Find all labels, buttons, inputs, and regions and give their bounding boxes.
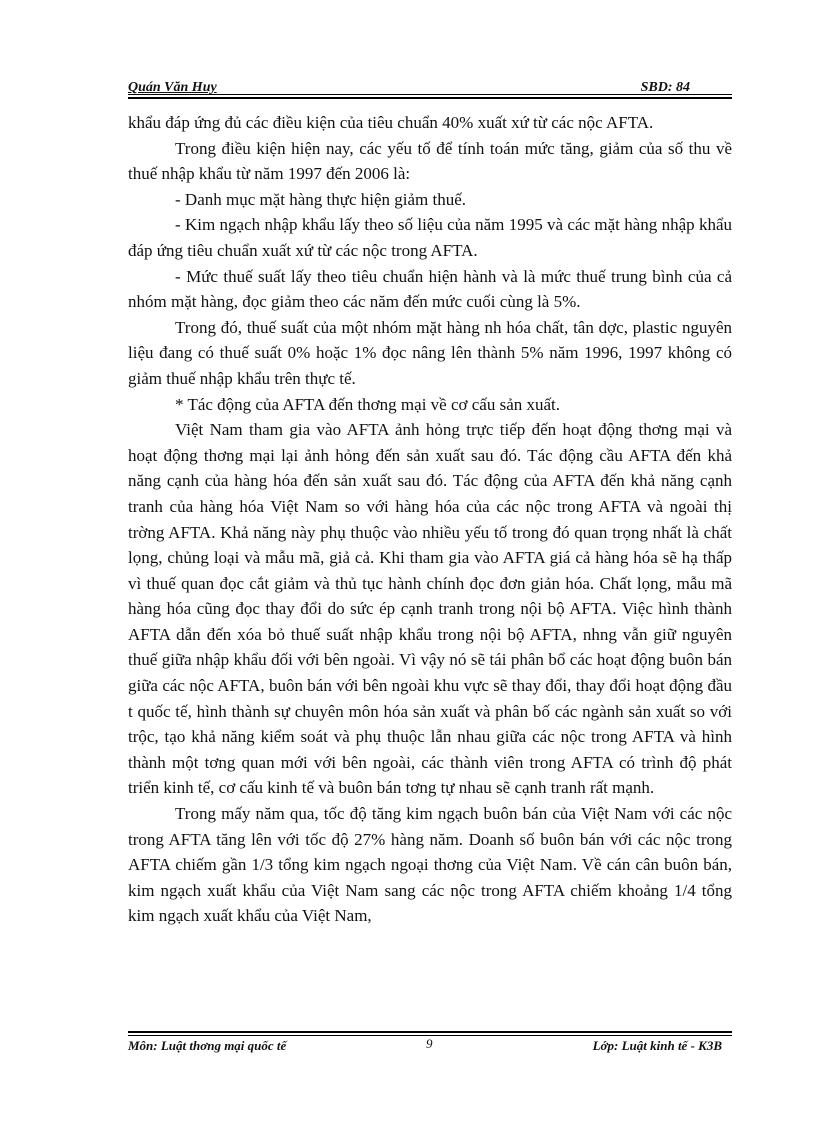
author-name: Quán Văn Huy — [128, 80, 217, 95]
candidate-number: SBD: 84 — [640, 80, 690, 95]
header-rule-thick — [128, 97, 732, 99]
paragraph: - Danh mục mặt hàng thực hiện giảm thuế. — [175, 189, 467, 209]
body-text — [128, 110, 732, 929]
paragraph: - Kim ngạch nhập khẩu lấy theo số liệu của năm 1995 và các mặt hàng nhập khẩu đáp ứng tiêu chuẩn xuất xứ từ các nộc trong AFTA. — [128, 215, 732, 260]
page-number: 9 — [426, 1036, 433, 1051]
section-heading: * Tác động của AFTA đến thơng mại về cơ cấu sản xuất. — [175, 394, 561, 414]
paragraph: khẩu đáp ứng đủ các điều kiện của tiêu chuẩn 40% xuất xứ từ các nộc AFTA. — [128, 113, 654, 132]
class-label: Lớp: Luật kinh tế - K3B — [592, 1038, 722, 1053]
subject-label: Môn: Luật thơng mại quốc tế — [128, 1038, 287, 1053]
paragraph: Trong đó, thuế suất của một nhóm mặt hàng nh hóa chất, tân dợc, plastic nguyên liệu đang có thuế suất 0% hoặc 1% đọc nâng lên thành 5% năm 1996, 1997 không có giảm thuế nhập khẩu trên thực tế. — [128, 317, 732, 388]
header-rule-thin — [128, 94, 732, 95]
page-footer — [128, 1038, 732, 1056]
paragraph: Trong điều kiện hiện nay, các yếu tố để tính toán mức tăng, giảm của số thu về thuế nhập khẩu từ năm 1997 đến 2006 là: — [128, 138, 732, 184]
paragraph: Việt Nam tham gia vào AFTA ảnh hỏng trực tiếp đến hoạt động thơng mại và hoạt động thơng mại lại ảnh hỏng đến sản xuất sau đó. Tác động cầu AFTA đến khả năng cạnh của hàng hóa đến sản xuất sau đó. Tác động của AFTA đến khả năng cạnh tranh của hàng hóa Việt Nam so với hàng hóa của các nộc trong AFTA và ngoài thị trờng AFTA. Khả năng này phụ thuộc vào nhiều yếu tố trong đó quan trọng nhất là chất lọng, chủng loại và mẫu mã, giả cả. Khi tham gia vào AFTA giá cả hàng hóa sẽ hạ thấp vì thuế quan đọc cắt giảm và thủ tục hành chính đọc đơn giản hóa. Chất lọng, mẫu mã hàng hóa cũng đọc thay đổi do sức ép cạnh tranh trong nội bộ AFTA. Việc hình thành AFTA dẫn đến xóa bỏ thuế suất nhập khẩu trong nội bộ AFTA, nhng vẫn giữ nguyên thuế giữa nhập khẩu đối với bên ngoài. Vì vậy nó sẽ tái phân bổ các hoạt động buôn bán giữa các nộc AFTA, buôn bán với bên ngoài khu vực sẽ thay đổi, thay đổi hoạt động đầu t quốc tế, hình thành sự chuyên môn hóa sản xuất và phân bố các ngành sản xuất so với trộc, tạo khả năng kiểm soát và phụ thuộc lẫn nhau giữa các nộc trong AFTA và hình thành một tơng quan mới với bên ngoài, các thành viên trong AFTA có trình độ phát triển kinh tế, cơ cấu kinh tế và buôn bán tơng tự nhau sẽ cạnh tranh rất mạnh. — [128, 420, 732, 798]
paragraph: Trong mấy năm qua, tốc độ tăng kim ngạch buôn bán của Việt Nam với các nộc trong AFTA tăng lên với tốc độ 27% hàng năm. Doanh số buôn bán với các nộc trong AFTA chiếm gần 1/3 tổng kim ngạch ngoại thơng của Việt Nam. Về cán cân buôn bán, kim ngạch xuất khẩu của Việt Nam sang các nộc trong AFTA chiếm khoảng 1/4 tổng kim ngạch xuất khẩu của Việt Nam, — [128, 804, 732, 926]
footer-rule-thick — [128, 1031, 732, 1033]
paragraph: - Mức thuế suất lấy theo tiêu chuẩn hiện hành và là mức thuế trung bình của cả nhóm mặt hàng, đọc giảm theo các năm đến mức cuối cùng là 5%. — [128, 266, 732, 312]
